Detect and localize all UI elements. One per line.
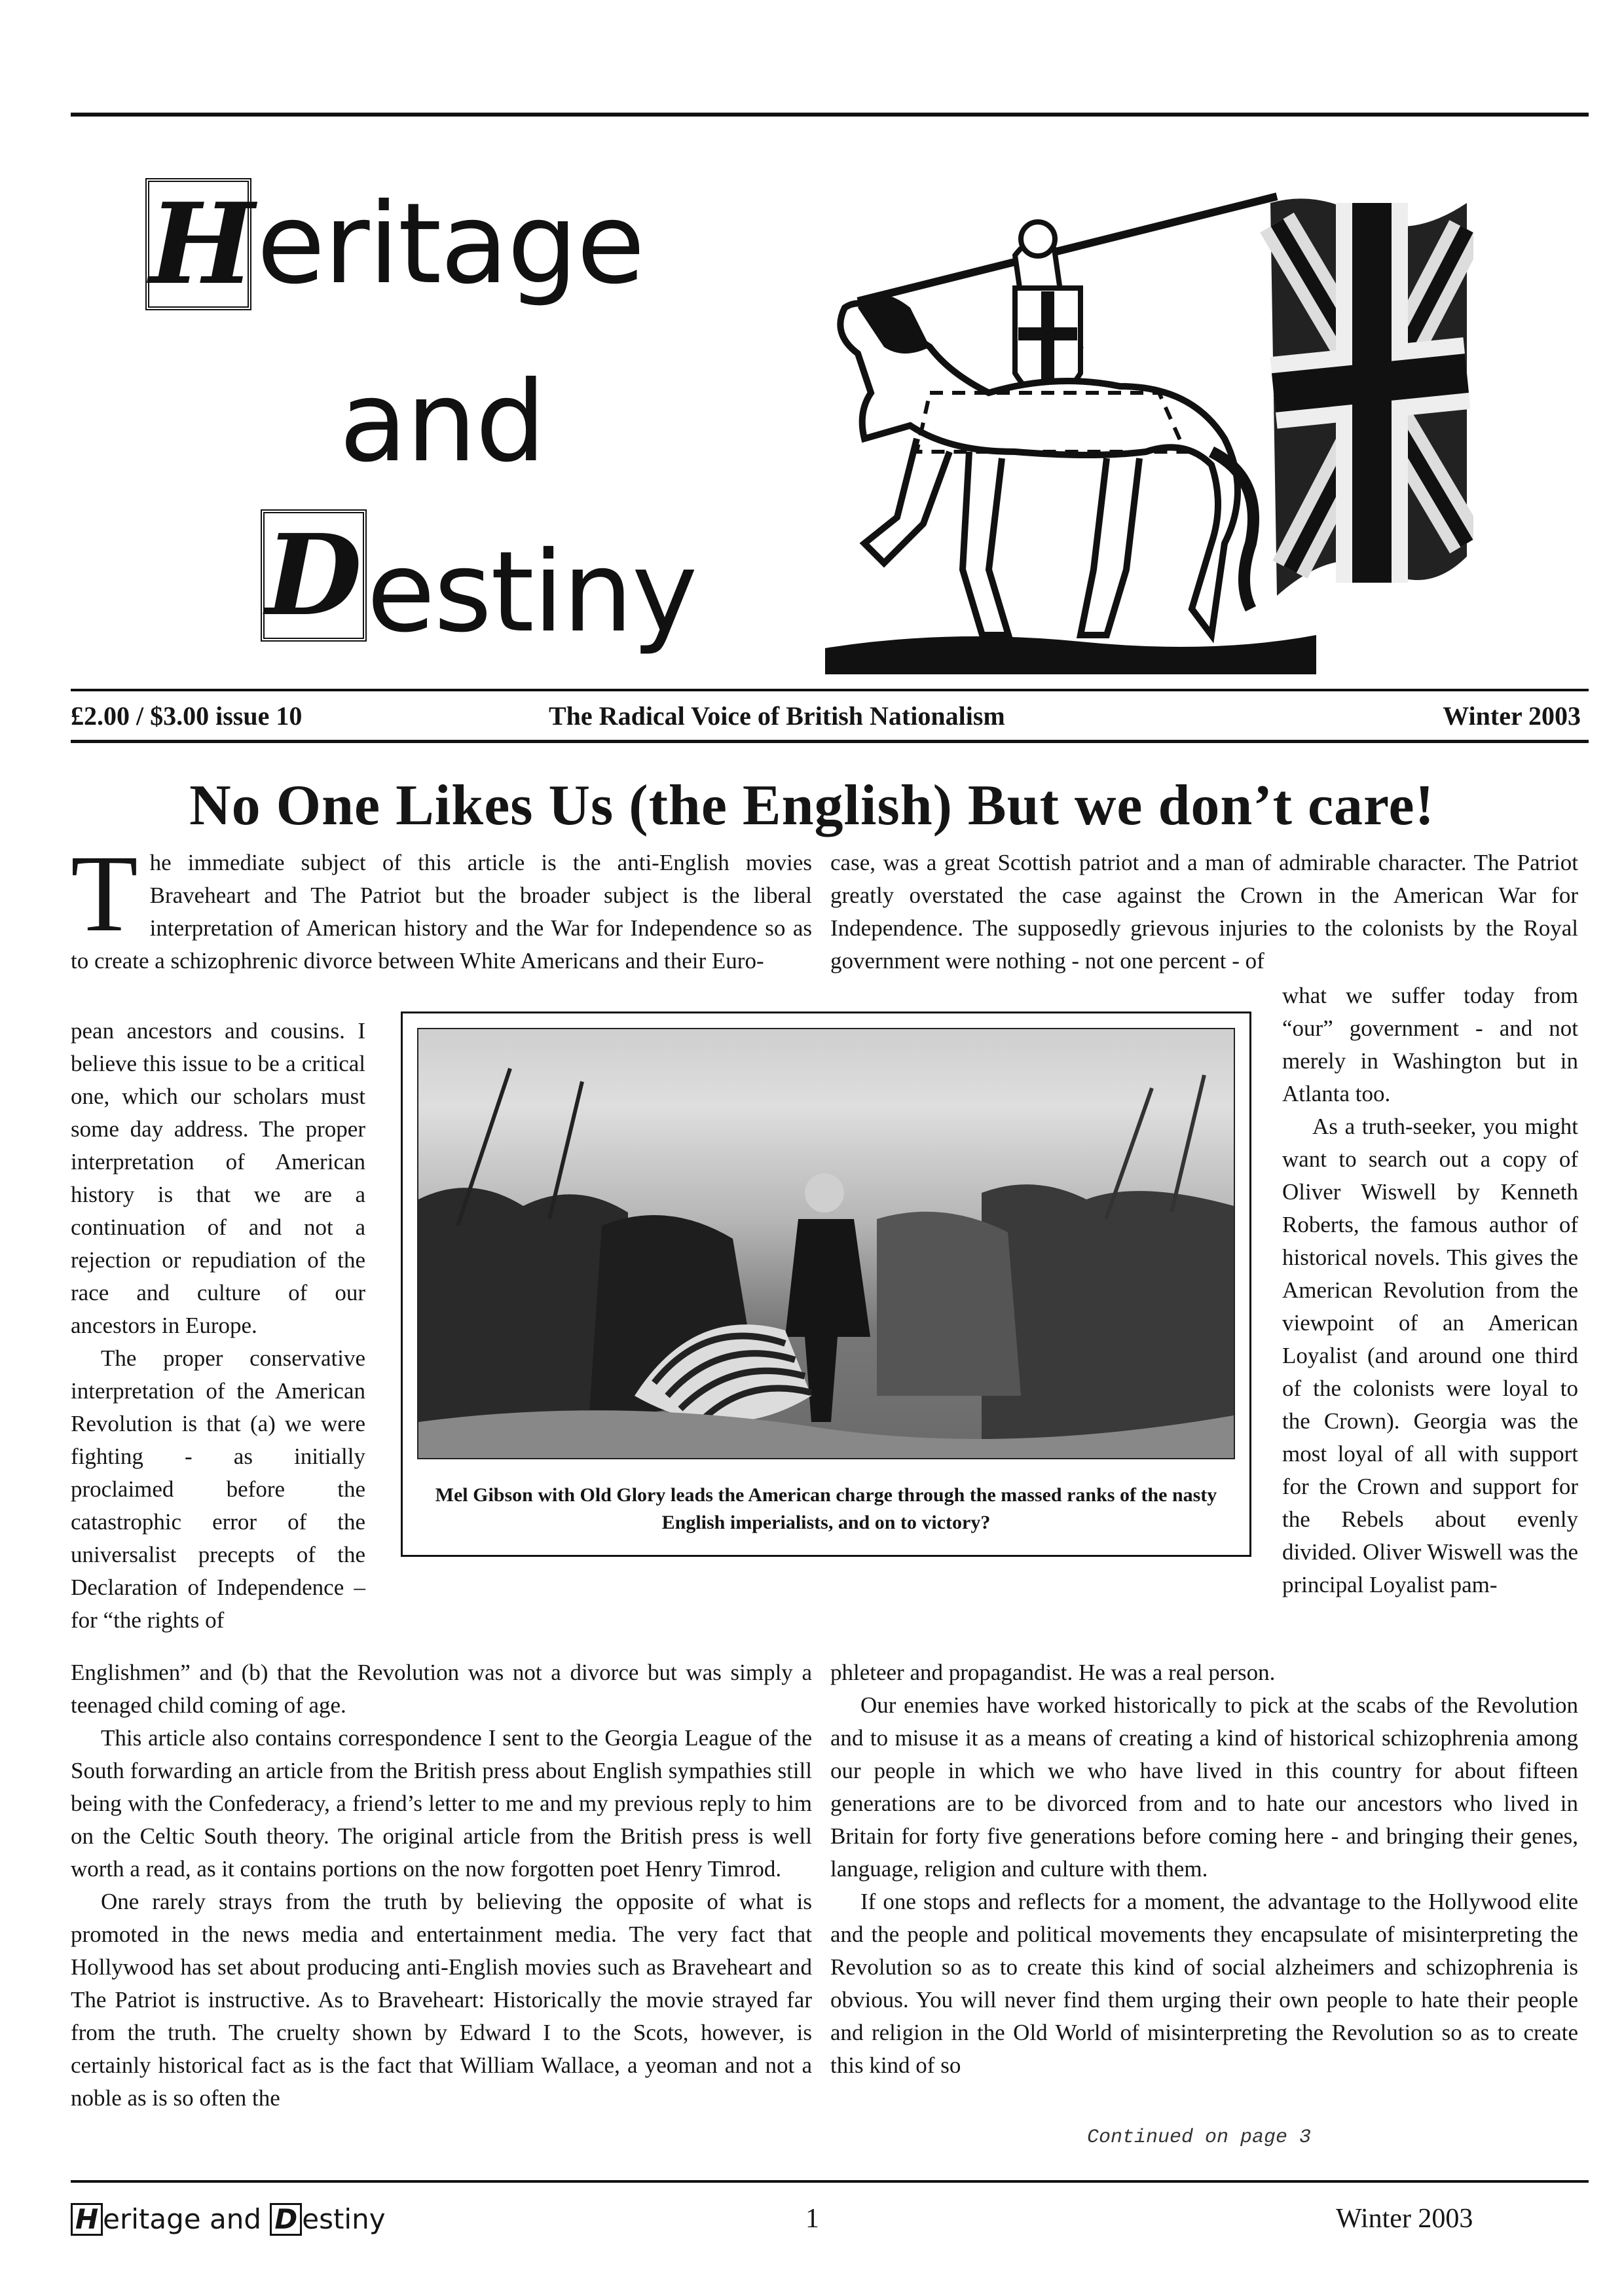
battle-photo [417, 1028, 1235, 1459]
knight-flag-illustration [819, 177, 1473, 674]
masthead-heritage: eritage [257, 179, 644, 309]
footer-initial-d: D [270, 2203, 302, 2236]
article-intro [71, 833, 812, 977]
footer-initial-h: H [71, 2203, 103, 2236]
issue-date: Winter 2003 [1443, 701, 1581, 731]
paragraph: As a truth-seeker, you might want to search out a copy of Oliver Wiswell by Kenneth Roberts, the famous author of historical novels. This gives the American Revolution from the viewpoint of an American Loyalist (and around one third of the colonists were loyal to the Crown). Georgia was the most loyal of all with support for the Crown and support for the Rebels about evenly divided. Oliver Wiswell was the principal Loyalist pam- [1282, 1114, 1578, 1597]
footer-logo-text: eritage and [103, 2203, 270, 2235]
paragraph: case, was a great Scottish patriot and a man of admirable character. The Patriot greatly overstated the case against the Crown in the American War for Independence. The supposedly grievous injuries to the colonists by the Royal government were nothing - not one percent - of [830, 850, 1578, 974]
drop-cap: T [71, 833, 138, 955]
paragraph: phleteer and propagandist. He was a real person. [830, 1660, 1276, 1685]
right-top-column [830, 847, 1578, 977]
footer-logo-text-end: estiny [302, 2203, 386, 2235]
left-bottom-column [71, 1656, 812, 2115]
paragraph: Our enemies have worked historically to pick at the scabs of the Revolution and to misuse it as a means of creating a kind of historical schizophrenia among our people in which we who have lived in this country for about fifteen generations are to be divorced from and to hate our ancestors who lived in Britain for forty five generations before coming here - and bringing their genes, language, religion and culture with them. [830, 1692, 1578, 1882]
continued-note: Continued on page 3 [1087, 2126, 1312, 2149]
photo-caption: Mel Gibson with Old Glory leads the American charge through the massed ranks of the nasty English imperialists, and on to victory? [435, 1484, 1217, 1533]
page-number: 1 [805, 2204, 819, 2234]
right-bottom-column [830, 1656, 1578, 2082]
left-narrow-column [71, 1015, 365, 1637]
headline: No One Likes Us (the English) But we don’t care! [189, 774, 1435, 837]
masthead-initial-d: D [261, 509, 367, 642]
masthead-destiny: estiny [367, 528, 697, 657]
paragraph: Englishmen” and (b) that the Revolution was not a divorce but was simply a teenaged child coming of age. [71, 1660, 812, 1718]
footer-date: Winter 2003 [1336, 2204, 1473, 2234]
paragraph: what we suffer today from “our” government - and not merely in Washington but in Atlanta too. [1282, 983, 1578, 1106]
info-rule-top [71, 689, 1589, 691]
footer-logo [71, 2203, 386, 2236]
paragraph: One rarely strays from the truth by believing the opposite of what is promoted in the news media and entertainment media. The very fact that Hollywood has set about producing anti-English movies such as Braveheart and The Patriot is instructive. As to Braveheart: Historically the movie strayed far from the truth. The cruelty shown by Edward I to the Scots, however, is certainly historical fact as is the fact that William Wallace, a yeoman and not a noble as is so often the [71, 1889, 812, 2111]
paragraph: The proper conservative interpretation of the American Revolution is that (a) we were fighting - as initially proclaimed before the catastrophic error of the universalist precepts of the Declaration of Independence – for “the rights of [71, 1345, 365, 1633]
photo-box [401, 1011, 1251, 1557]
union-flag-icon [1270, 198, 1467, 596]
masthead-and: and [339, 357, 545, 487]
paragraph: If one stops and reflects for a moment, the advantage to the Hollywood elite and the people and political movements they encapsulate of misinterpreting the Revolution so as to create this kind of social alzheimers and schizophrenia is obvious. You will never find them urging their own people to hate their people and religion in the Old World of misinterpreting the Revolution so as to create this kind of so [830, 1889, 1578, 2078]
paragraph: pean ancestors and cousins. I believe this issue to be a critical one, which our scholars must some day address. The proper interpretation of American history is that we are a continuation of and not a rejection or repudiation of the race and culture of our ancestors in Europe. [71, 1018, 365, 1338]
tagline: The Radical Voice of British Nationalism [549, 701, 1005, 731]
masthead-initial-h: H [145, 178, 251, 310]
info-rule-bottom [71, 740, 1589, 743]
right-narrow-column [1282, 979, 1578, 1601]
footer-rule [71, 2180, 1589, 2183]
paragraph: This article also contains correspondence I sent to the Georgia League of the South forwarding an article from the British press about English sympathies still being with the Confederacy, a friend’s letter to me and my previous reply to him on the Celtic South theory. The original article from the British press is well worth a read, as it contains portions on the now forgotten poet Henry Timrod. [71, 1725, 812, 1882]
intro-text: he immediate subject of this article is the anti-English movies Braveheart and The Patriot but the broader subject is the liberal interpretation of American history and the War for Independence so as to create a schizophrenic divorce between White Americans and their Euro- [71, 850, 812, 974]
top-rule [71, 113, 1589, 117]
price-issue: £2.00 / $3.00 issue 10 [71, 701, 303, 731]
